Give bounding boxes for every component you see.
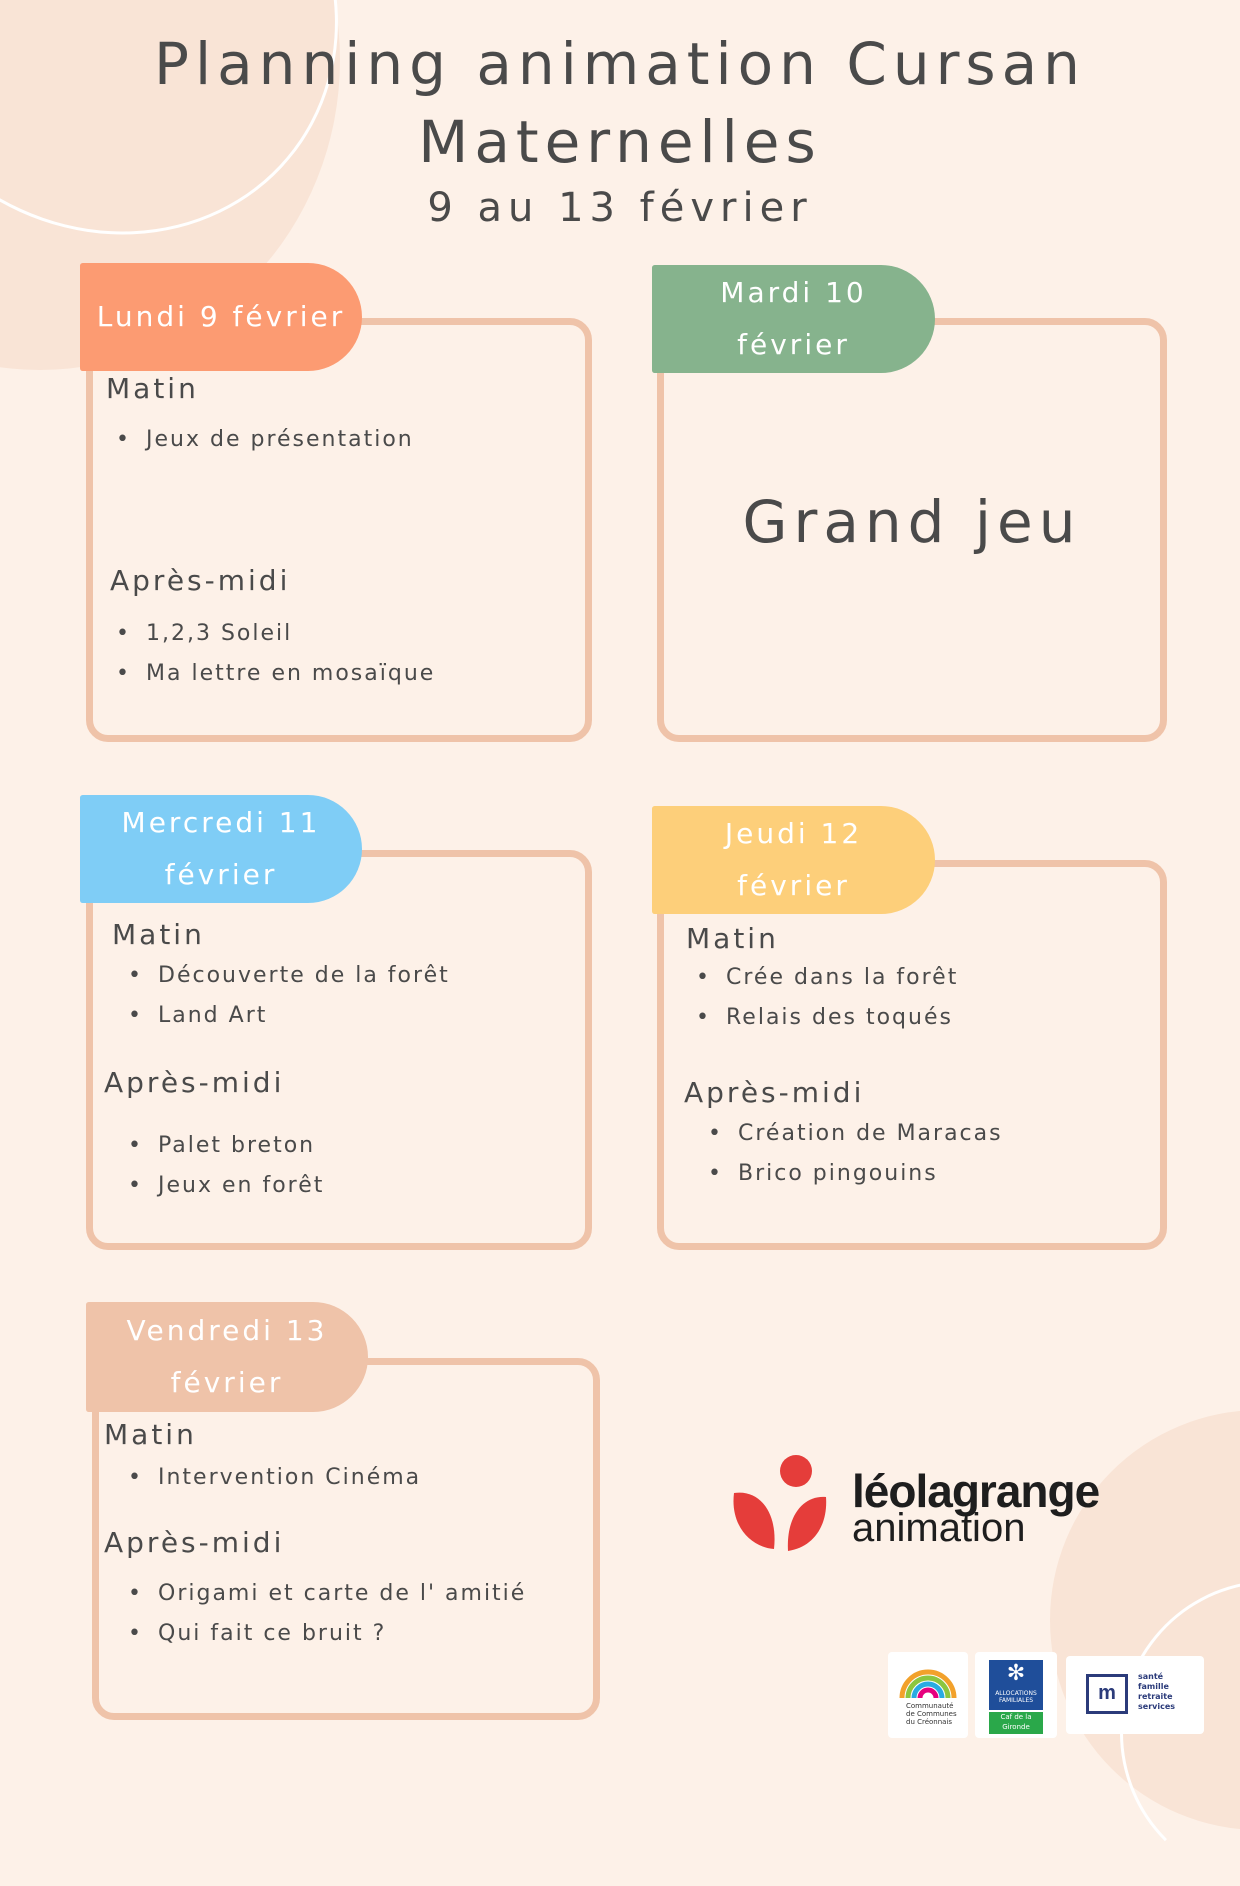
page-subtitle: Maternelles [418, 108, 822, 176]
monday-morning-list [110, 420, 414, 460]
thursday-afternoon-title: Après-midi [684, 1076, 865, 1109]
wednesday-morning-list [122, 956, 450, 1036]
friday-tab-line1: Vendredi 13 [126, 1314, 328, 1347]
list-item: • Ma lettre en mosaïque [110, 654, 435, 694]
msa-line: retraite [1138, 1692, 1173, 1701]
caf-top-text: ALLOCATIONS FAMILIALES [995, 1690, 1037, 1704]
list-item: • Création de Maracas [702, 1114, 1003, 1154]
msa-mark-icon: m [1086, 1674, 1128, 1714]
msa-line: services [1138, 1702, 1176, 1711]
msa-logo [1066, 1656, 1204, 1734]
list-item: • Relais des toqués [690, 998, 958, 1038]
cdc-rainbow-icon [888, 1652, 968, 1704]
thursday-morning-list [690, 958, 958, 1038]
tuesday-tab-line2: février [737, 328, 850, 361]
monday-afternoon-list [110, 614, 435, 694]
caf-bottom-text: Caf de la Gironde [989, 1712, 1043, 1734]
list-item: • Intervention Cinéma [122, 1458, 421, 1498]
tuesday-tab-line1: Mardi 10 [720, 276, 867, 309]
list-item: • Palet breton [122, 1126, 324, 1166]
list-item: • Jeux de présentation [110, 420, 414, 460]
wednesday-afternoon-title: Après-midi [104, 1066, 285, 1099]
thursday-morning-title: Matin [686, 922, 779, 955]
list-item: • Crée dans la forêt [690, 958, 958, 998]
thursday-tab [652, 806, 935, 914]
friday-afternoon-list [122, 1574, 526, 1654]
list-item: • Qui fait ce bruit ? [122, 1614, 526, 1654]
thursday-tab-line2: février [737, 869, 850, 902]
caf-logo [975, 1652, 1057, 1738]
monday-tab [80, 263, 362, 371]
monday-tab-label: Lundi 9 février [96, 300, 346, 333]
cdc-name: Communauté de Communes du Créonnais [906, 1702, 957, 1726]
wednesday-tab-line1: Mercredi 11 [121, 806, 321, 839]
page-dates: 9 au 13 février [427, 185, 813, 231]
caf-top-box [989, 1660, 1043, 1710]
monday-morning-title: Matin [106, 372, 199, 405]
list-item: • Découverte de la forêt [122, 956, 450, 996]
wednesday-tab-line2: février [164, 858, 278, 891]
logo-name: léolagrange [852, 1465, 1100, 1517]
msa-line: famille [1138, 1682, 1169, 1691]
list-item: • Brico pingouins [702, 1154, 1003, 1194]
wednesday-tab [80, 795, 362, 903]
list-item: • Land Art [122, 996, 450, 1036]
monday-afternoon-title: Après-midi [110, 564, 291, 597]
thursday-afternoon-list [702, 1114, 1003, 1194]
cdc-logo [888, 1652, 968, 1738]
friday-morning-title: Matin [104, 1418, 197, 1451]
msa-line: santé [1138, 1672, 1164, 1681]
tuesday-main-text: Grand jeu [742, 488, 1082, 556]
friday-afternoon-title: Après-midi [104, 1526, 285, 1559]
leo-lagrange-figure-icon [730, 1455, 830, 1555]
friday-tab-line2: février [170, 1366, 284, 1399]
wednesday-afternoon-list [122, 1126, 324, 1206]
list-item: • 1,2,3 Soleil [110, 614, 435, 654]
logo-tagline: animation [852, 1506, 1026, 1550]
msa-tagline [1138, 1672, 1175, 1712]
friday-morning-list [122, 1458, 421, 1498]
wednesday-morning-title: Matin [112, 918, 205, 951]
page-title: Planning animation Cursan [154, 30, 1086, 98]
list-item: • Jeux en forêt [122, 1166, 324, 1206]
friday-tab [86, 1302, 368, 1412]
list-item: • Origami et carte de l' amitié [122, 1574, 526, 1614]
tuesday-tab [652, 265, 935, 373]
caf-snowflake-icon: ✻ [1006, 1661, 1026, 1686]
thursday-tab-line1: Jeudi 12 [724, 817, 863, 850]
